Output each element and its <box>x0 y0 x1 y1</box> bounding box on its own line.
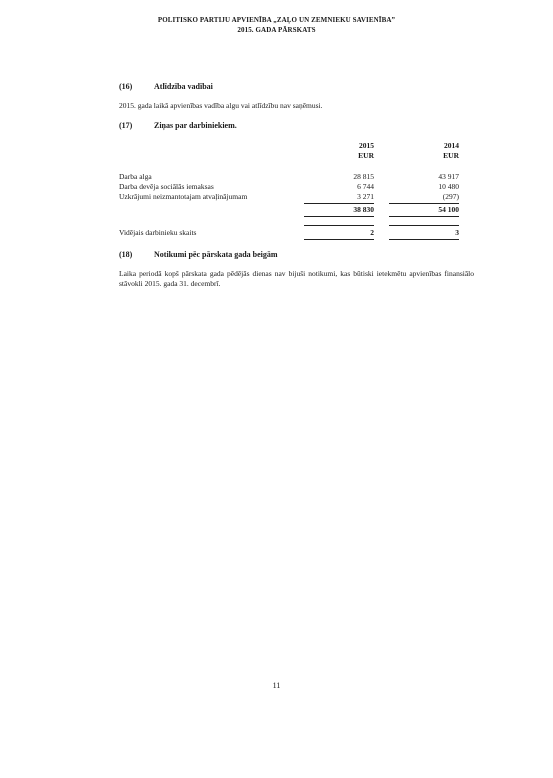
total-value-2015: 38 830 <box>353 205 374 214</box>
employees-underline-2014 <box>389 239 459 240</box>
row-value-2014: (297) <box>442 192 459 201</box>
page-number: 11 <box>272 681 281 690</box>
section-18-title: Notikumi pēc pārskata gada beigām <box>154 250 278 259</box>
section-18-heading <box>119 250 278 259</box>
row-label: Darba devēja sociālās iemaksas <box>119 182 214 191</box>
employees-underline-2015 <box>304 239 374 240</box>
total-row <box>119 205 459 215</box>
section-16-number: (16) <box>119 82 133 91</box>
row-label: Darba alga <box>119 172 152 181</box>
section-18-number: (18) <box>119 250 133 259</box>
table-row <box>119 172 459 182</box>
section-16-text: 2015. gada laikā apvienības vadība algu vai atlīdzību nav saņēmusi. <box>119 101 323 110</box>
column-unit-2014: EUR <box>443 151 459 160</box>
total-rule-2015 <box>304 203 374 204</box>
column-header-2014 <box>419 141 459 161</box>
column-year-2015: 2015 <box>359 141 374 150</box>
section-16-heading <box>119 82 213 91</box>
employees-rule-2014 <box>389 225 459 226</box>
row-label: Uzkrājumi neizmantotajam atvaļinājumam <box>119 192 248 201</box>
section-17-number: (17) <box>119 121 133 130</box>
section-18-text: Laika periodā kopš pārskata gada pēdējās dienas nav bijuši notikumi, kas būtiski ietekmētu apvienības finansiālo stāvokli 2015. gada 31. decembrī. <box>119 269 474 288</box>
row-value-2015: 3 271 <box>357 192 374 201</box>
section-16-title: Atlīdzība vadībai <box>154 82 213 91</box>
header-org-name: POLITISKO PARTIJU APVIENĪBA „ZAĻO UN ZEMNIEKU SAVIENĪBA” <box>157 16 396 24</box>
total-underline-2014 <box>389 216 459 217</box>
table-row <box>119 192 459 202</box>
employees-label: Vidējais darbinieku skaits <box>119 228 197 237</box>
employees-row <box>119 228 459 238</box>
column-year-2014: 2014 <box>444 141 459 150</box>
row-value-2014: 43 917 <box>438 172 459 181</box>
report-header <box>0 15 553 35</box>
total-value-2014: 54 100 <box>438 205 459 214</box>
employees-value-2015: 2 <box>370 228 374 237</box>
column-unit-2015: EUR <box>358 151 374 160</box>
employees-rule-2015 <box>304 225 374 226</box>
row-value-2015: 28 815 <box>353 172 374 181</box>
total-rule-2014 <box>389 203 459 204</box>
total-underline-2015 <box>304 216 374 217</box>
employees-value-2014: 3 <box>455 228 459 237</box>
table-row <box>119 182 459 192</box>
section-17-heading <box>119 121 237 130</box>
header-report-title: 2015. GADA PĀRSKATS <box>237 26 316 34</box>
section-17-title: Ziņas par darbiniekiem. <box>154 121 237 130</box>
row-value-2015: 6 744 <box>357 182 374 191</box>
row-value-2014: 10 480 <box>438 182 459 191</box>
column-header-2015 <box>334 141 374 161</box>
